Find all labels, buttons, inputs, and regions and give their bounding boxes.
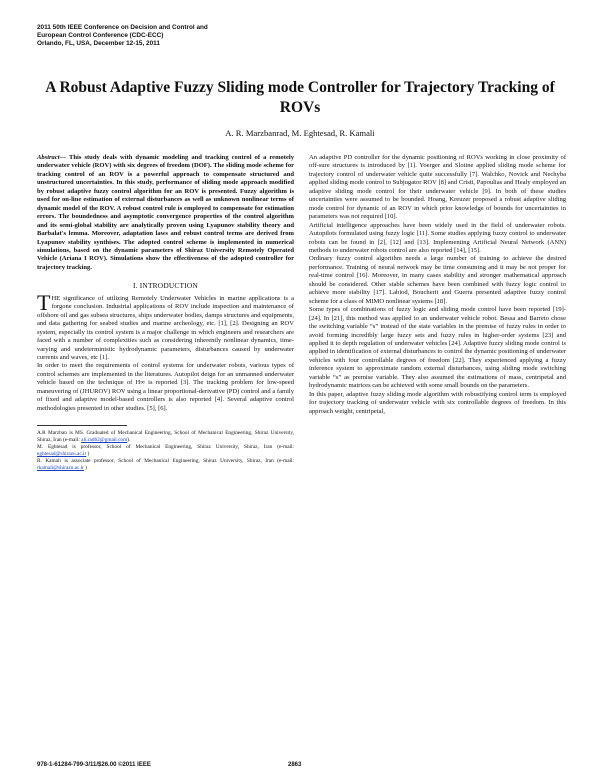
- footnote: [37, 458, 294, 472]
- abstract-label: Abstract: [37, 154, 60, 161]
- conference-header: [37, 24, 297, 49]
- right-column: [309, 154, 566, 416]
- footnote-divider: [37, 425, 127, 426]
- footer-isbn: 978-1-61284-799-3/11/$26.00 ©2011 IEEE: [37, 762, 151, 768]
- footnote-end: ): [83, 465, 88, 472]
- section-heading-introduction: I. INTRODUCTION: [133, 281, 198, 291]
- conference-line: European Control Conference (CDC-ECC): [37, 32, 164, 40]
- footnote: [37, 444, 294, 458]
- paper-title: A Robust Adaptive Fuzzy Sliding mode Controller for Trajectory Tracking of ROVs: [45, 79, 555, 116]
- body-paragraph: Ordinary fuzzy control algorithm needs a large number of training to achieve the desired performance. Training of neural network may be time consuming and it may be not proper for real-time control [16]. Moreover, in many cases stability and stronger mathematical approach should be considered. Other stable schemes have been combined with fuzzy logic control to achieve more stability [17]. Labiod, Boucherit and Guerra presented adaptive fuzzy control scheme for a class of MIMO nonlinear systems [18].: [309, 255, 566, 305]
- abstract-text: — This study deals with dynamic modeling and tracking control of a remotely underwater vehicle (ROV) with six degrees of freedom (DOF). The sliding mode scheme for tracking control of an ROV is a powerful approach to compensate structured and unstructured uncertainties. In this study, performance of sliding mode approach modified by robust adaptive fuzzy control algorithm for an ROV is presented. Fuzzy algorithm is used for on-line estimation of external disturbances as well as unknown nonlinear terms of dynamic model of the ROV. A robust control rule is employed to compensate for estimation errors. The boundedness and asymptotic convergence properties of the control algorithm and its semi-global stability are analytically proven using Lyapunov stability theory and Barbalat's lemma. Moreover, adaptation laws and robust control terms are derived from Lyapunov stability synthises. The adopted control scheme is implemented in numerical simulations, based on the dynamic parameters of Shiraz University Remotely Operated Vehicle (Ariana I ROV). Simulations show the effectiveness of the adopted controller for trajectory tracking.: [37, 154, 294, 271]
- page-number: 2863: [288, 762, 302, 768]
- body-paragraph: An adaptive PD controller for the dynamic positioning of ROVs working in close proximity of off-sure structures is introduced by [1]. Yoerger and Slotine applied sliding mode scheme for trajectory control of underwater vehicle quite successfully [7]. Walchko, Novick and Nechyba applied sliding mode control to Subjugator ROV [8] and Cristi, Papoulias and Healy employed an adaptive sliding mode control for their underwater vehicle [9]. In both of these studies uncertainties were assumed to be bounded. Hoang, Kreuzer proposed a robust adaptive sliding mode control for dynamic of an ROV in which prior knowledge of bounds for uncertainties in parameters was not required [10].: [309, 154, 566, 221]
- footnote-end: ): [86, 451, 90, 458]
- email-link[interactable]: eghtesad@shirazu.ac.ir: [37, 451, 87, 458]
- footnote-end: ).: [127, 437, 131, 444]
- body-paragraph: In this paper, adaptive fuzzy sliding mode algorithm with robustifying control term is employed for trajectory tracking of underwater vehicle with six controllable degrees of freedom. In this approach weight, centripetal,: [309, 390, 566, 415]
- footnote-text: M. Eghtesad is professor, School of Mechanical Engineering, Shiraz University, Shiraz, Iran (e-mail:: [37, 444, 294, 451]
- intro-paragraph: In order to meet the requirements of control systems for underwater robots, various types of control schemes are implemented in the literatures. Autopilot deign for an unmanned underwater vehicle based on the technique of H∞ is reported [3]. The tracking problem for low-speed maneuvering of (JHUROV) ROV using a linear proportional-derivative (PD) control and a family of fixed and adaptive model-based controllers is also reported [4]. Several adaptive control methodologies presented in other studies. [5], [6].: [37, 362, 294, 412]
- intro-paragraph: THE significance of utilizing Remotely Underwater Vehicles in marine applications is a forgone conclusion. Industrial applications of ROV include inspection and maintenance of offshore oil and gas subsea structures, ships underwater bodies, damps structures and equipments, and data gathering for seabed studies and marine archeology, etc. [1], [2]. Designing an ROV system, especially its control system is a major challenge in which engineers and researchers are faced with a number of complexities such as considering inherently nonlinear dynamics, time-varying and undeterministic hydrodynamic parameters, disturbances caused by underwater currents and waves, etc [1].: [37, 289, 294, 361]
- abstract: [37, 154, 294, 272]
- body-paragraph: Some types of combinations of fuzzy logic and sliding mode control have been reported [19]-[24]. In [21], this method was applied to an underwater vehicle robot. Bessa and Barreto chose the switching variable “s” instead of the state variables in the premise of fuzzy rules in order to avoid forming incredibly large fuzzy sets and fuzzy rules in higher-order systems [23] and applied it to depth regulation of underwater vehicles [24]. Adaptive fuzzy sliding mode control is applied in identification of external disturbances to control the dynamic positioning of underwater vehicles with four controllable degrees of freedom [22]. They experienced applying a fuzzy inference system to approximate random external disturbances, using sliding mode switching variable “s” as premise variable. They also assumed the estimations of mass, centripetal and hydrodynamic matrices can be achieved with some small bounds on the parameters.: [309, 306, 566, 390]
- email-link[interactable]: rkamali@shirazu.ac.ir: [37, 465, 84, 472]
- conference-line: Orlando, FL, USA, December 12-15, 2011: [37, 40, 160, 48]
- footnote-text: A.R Marzban is MS. Graduated of Mechanical Engineering, School of Mechanical Engineering, Shiraz University, Shiraz, Iran (e-mail:: [37, 430, 294, 444]
- body-paragraph: Artificial intelligence approaches have been widely used in the field of underwater robots. Autopilots formulated using fuzzy logic [11]. Some studies applying fuzzy control to underwater robots can be found in [2], [12] and [13]. Implementing Artificial Neural Network (ANN) methods to underwater robots control are also reported [14], [15].: [309, 221, 566, 254]
- paper-authors: A. R. Marzbanrad, M. Eghtesad, R. Kamali: [225, 128, 375, 138]
- footnote: [37, 430, 294, 444]
- conference-line: 2011 50th IEEE Conference on Decision and Control and: [37, 24, 208, 31]
- left-column: [37, 154, 294, 472]
- email-link[interactable]: ali.rad62@gmail.com: [81, 437, 128, 444]
- footnote-text: R. Kamali is associate professor, School of Mechanical Engineering, Shiraz University, Shiraz, Iran (e-mail:: [37, 458, 294, 465]
